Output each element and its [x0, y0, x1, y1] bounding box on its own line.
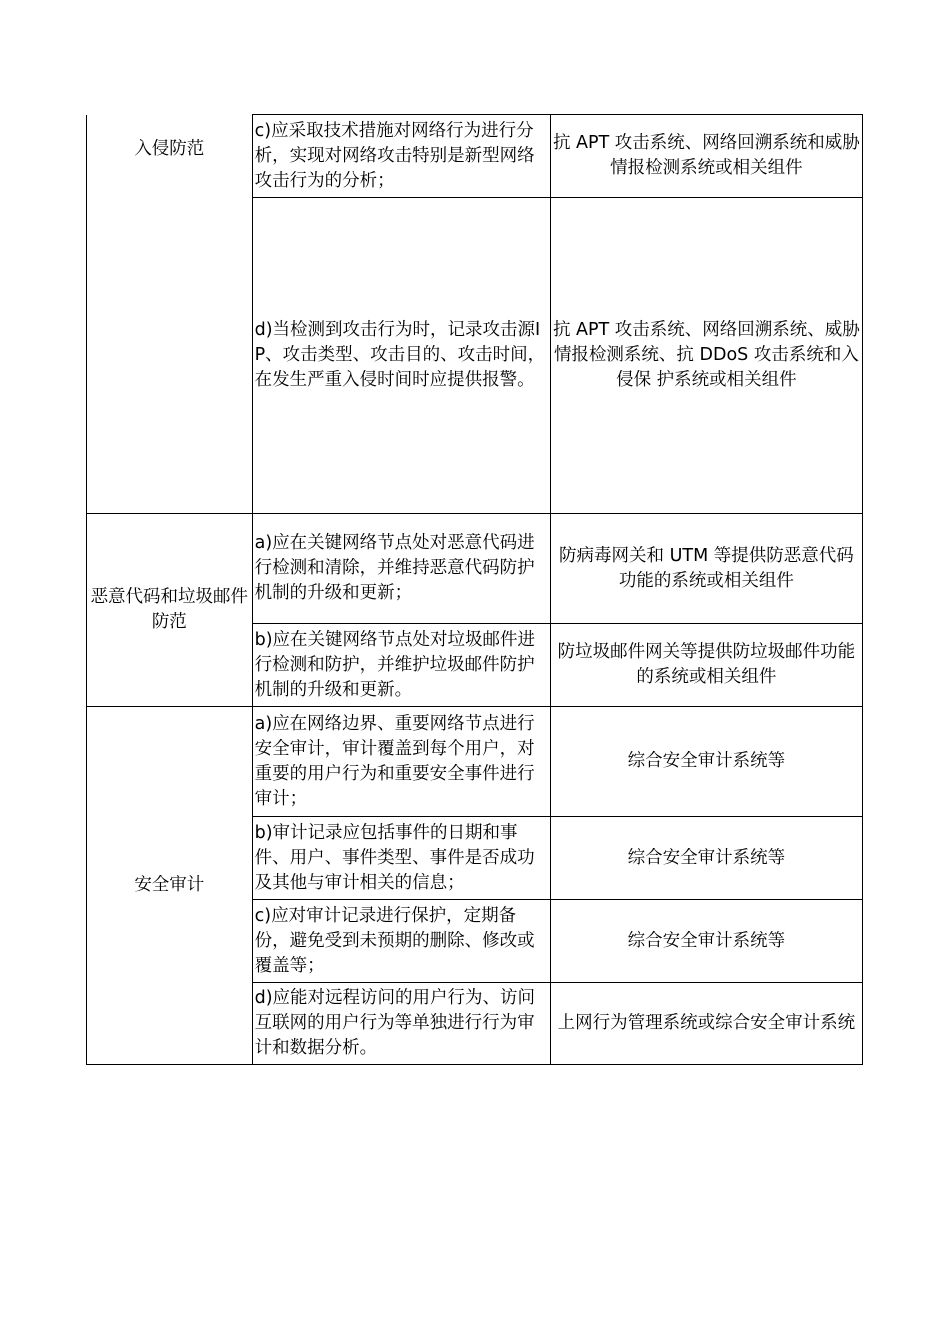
- category-cell-intrusion-prevention: [87, 115, 253, 514]
- requirement-cell: a)应在网络边界、重要网络节点进行安全审计，审计覆盖到每个用户，对重要的用户行为和重要安全事件进行审计；: [252, 707, 550, 817]
- product-cell: 上网行为管理系统或综合安全审计系统: [550, 983, 862, 1065]
- requirement-cell: d)应能对远程访问的用户行为、访问互联网的用户行为等单独进行行为审计和数据分析。: [252, 983, 550, 1065]
- security-requirements-table: [86, 114, 863, 1065]
- requirement-cell: c)应采取技术措施对网络行为进行分析，实现对网络攻击特别是新型网络攻击行为的分析；: [252, 115, 550, 198]
- product-cell: 防病毒网关和 UTM 等提供防恶意代码功能的系统或相关组件: [550, 514, 862, 624]
- product-cell: 综合安全审计系统等: [550, 817, 862, 900]
- category-label: 安全审计: [134, 875, 205, 895]
- product-cell: 防垃圾邮件网关等提供防垃圾邮件功能的系统或相关组件: [550, 624, 862, 707]
- product-cell: 抗 APT 攻击系统、网络回溯系统和威胁情报检测系统或相关组件: [550, 115, 862, 198]
- requirement-cell: a)应在关键网络节点处对恶意代码进行检测和清除，并维持恶意代码防护机制的升级和更新；: [252, 514, 550, 624]
- product-cell: 综合安全审计系统等: [550, 900, 862, 983]
- category-cell-security-audit: [87, 707, 253, 1065]
- category-label: 恶意代码和垃圾邮件防范: [90, 587, 249, 632]
- requirement-cell: c)应对审计记录进行保护，定期备份，避免受到未预期的删除、修改或覆盖等；: [252, 900, 550, 983]
- requirement-cell: b)审计记录应包括事件的日期和事件、用户、事件类型、事件是否成功及其他与审计相关的信息；: [252, 817, 550, 900]
- table-row: [87, 707, 863, 817]
- product-cell: 抗 APT 攻击系统、网络回溯系统、威胁情报检测系统、抗 DDoS 攻击系统和入侵保 护系统或相关组件: [550, 198, 862, 514]
- category-label: 入侵防范: [134, 138, 205, 159]
- product-cell: 综合安全审计系统等: [550, 707, 862, 817]
- table-row: [87, 115, 863, 198]
- requirement-cell: b)应在关键网络节点处对垃圾邮件进行检测和防护，并维护垃圾邮件防护机制的升级和更新。: [252, 624, 550, 707]
- category-cell-malware-spam-prevention: [87, 514, 253, 707]
- table-row: [87, 514, 863, 624]
- requirement-cell: d)当检测到攻击行为时，记录攻击源IP、攻击类型、攻击目的、攻击时间，在发生严重入侵时间时应提供报警。: [252, 198, 550, 514]
